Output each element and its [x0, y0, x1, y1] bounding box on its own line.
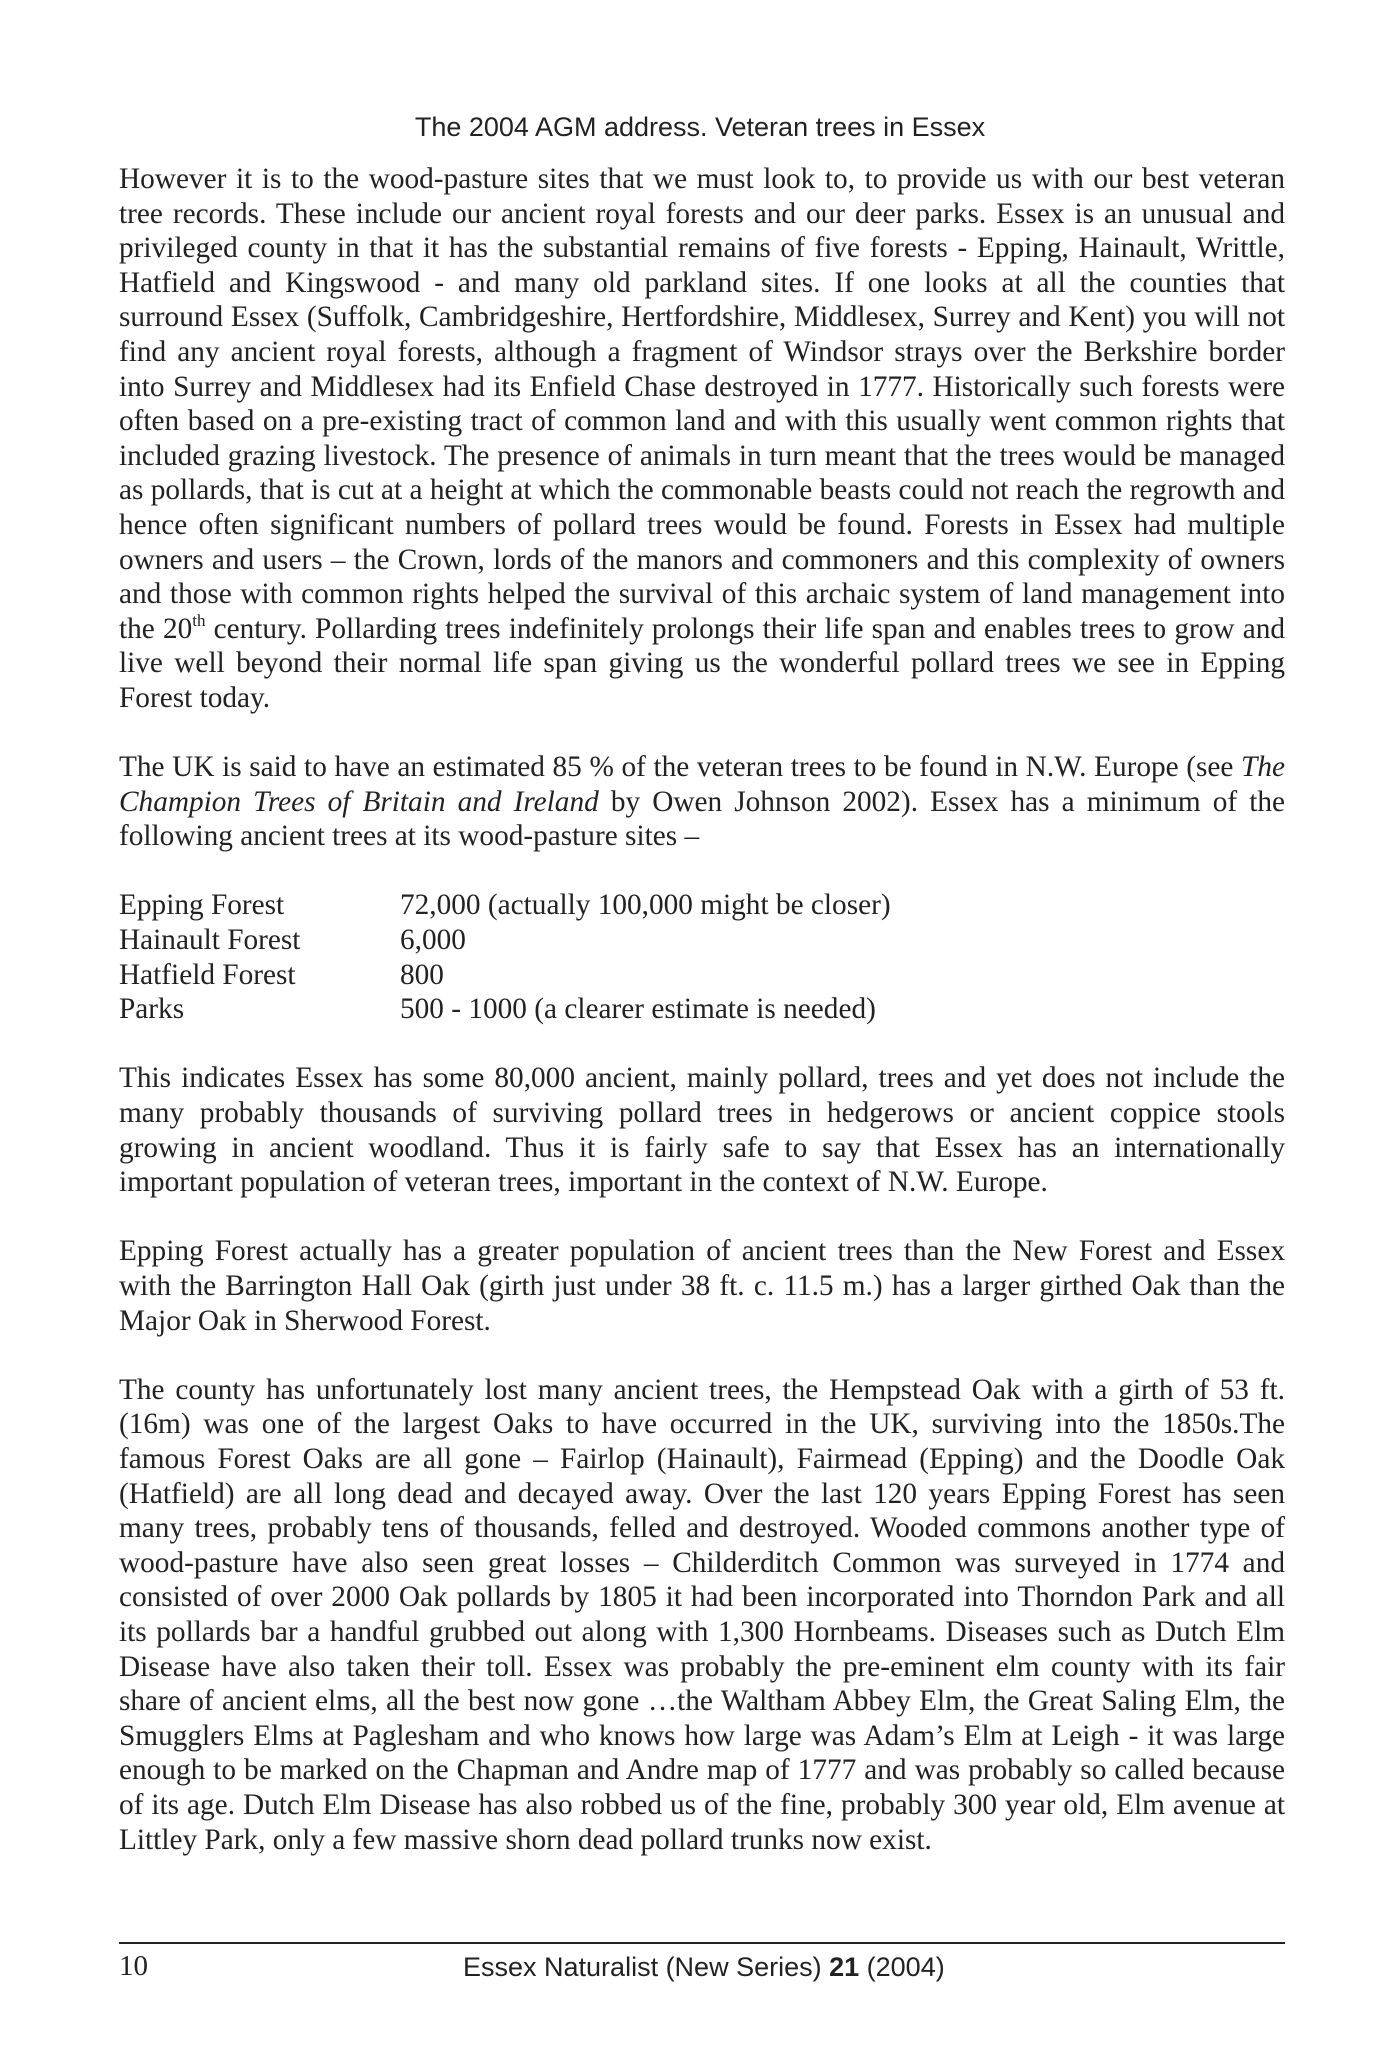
site-name: Hatfield Forest	[119, 958, 296, 991]
journal-citation: Essex Naturalist (New Series) 21 (2004)	[463, 1952, 945, 1982]
tree-count: 800	[400, 958, 444, 991]
table-row	[119, 923, 891, 958]
paragraph-uk-estimate: The UK is said to have an estimated 85 % of the veteran trees to be found in N.W. Europe (see The Champion Trees of Britain and Ireland by Owen Johnson 2002). Essex has a minimum of the following ancient trees at its wood-pasture sites –	[119, 751, 1285, 853]
paragraph-essex-population: This indicates Essex has some 80,000 ancient, mainly pollard, trees and yet does not include the many probably thousands of surviving pollard trees in hedgerows or ancient coppice stools growing in ancient woodland. Thus it is fairly safe to say that Essex has an internationally important population of veteran trees, important in the context of N.W. Europe.	[119, 1062, 1285, 1199]
paragraph-lost-trees: The county has unfortunately lost many ancient trees, the Hempstead Oak with a girth of 53 ft. (16m) was one of the largest Oaks to have occurred in the UK, surviving into the 1850s.The famous Forest Oaks are all gone – Fairlop (Hainault), Fairmead (Epping) and the Doodle Oak (Hatfield) are all long dead and decayed away. Over the last 120 years Epping Forest has seen many trees, probably tens of thousands, felled and destroyed. Wooded commons another type of wood-pasture have also seen great losses – Childerditch Common was surveyed in 1774 and consisted of over 2000 Oak pollards by 1805 it had been incorporated into Thorndon Park and all its pollards bar a handful grubbed out along with 1,300 Hornbeams. Diseases such as Dutch Elm Disease have also taken their toll. Essex was probably the pre-eminent elm county with its fair share of ancient elms, all the best now gone …the Waltham Abbey Elm, the Great Saling Elm, the Smugglers Elms at Paglesham and who knows how large was Adam’s Elm at Leigh - it was large enough to be marked on the Chapman and Andre map of 1777 and was probably so called because of its age. Dutch Elm Disease has also robbed us of the fine, probably 300 year old, Elm avenue at Littley Park, only a few massive shorn dead pollard trunks now exist.	[119, 1373, 1285, 1856]
footer-divider	[119, 1942, 1285, 1944]
table-row	[119, 958, 891, 993]
paragraph-wood-pasture: However it is to the wood-pasture sites that we must look to, to provide us with our best veteran tree records. These include our ancient royal forests and our deer parks. Essex is an unusual and privileged county in that it has the substantial remains of five forests - Epping, Hainault, Writtle, Hatfield and Kingswood - and many old parkland sites. If one looks at all the counties that surround Essex (Suffolk, Cambridgeshire, Hertfordshire, Middlesex, Surrey and Kent) you will not find any ancient royal forests, although a fragment of Windsor strays over the Berkshire border into Surrey and Middlesex had its Enfield Chase destroyed in 1777. Historically such forests were often based on a pre-existing tract of common land and with this usually went common rights that included grazing livestock. The presence of animals in turn meant that the trees would be managed as pollards, that is cut at a height at which the commonable beasts could not reach the regrowth and hence often significant numbers of pollard trees would be found. Forests in Essex had multiple owners and users – the Crown, lords of the manors and commoners and this complexity of owners and those with common rights helped the survival of this archaic system of land management into the 20th century. Pollarding trees indefinitely prolongs their life span and enables trees to grow and live well beyond their normal life span giving us the wonderful pollard trees we see in Epping Forest today.	[119, 163, 1285, 714]
table-row	[119, 888, 891, 923]
site-name: Epping Forest	[119, 889, 285, 922]
site-name: Parks	[119, 993, 185, 1026]
tree-count: 72,000 (actually 100,000 might be closer)	[400, 889, 891, 922]
ancient-trees-table	[119, 888, 891, 1026]
table-row	[119, 992, 891, 1027]
running-head: The 2004 AGM address. Veteran trees in Essex	[414, 112, 986, 142]
article-body	[119, 162, 1285, 1892]
tree-count: 6,000	[400, 924, 466, 957]
book-title: The Champion Trees of Britain and Ireland	[119, 751, 1285, 818]
ordinal-superscript: th	[192, 610, 206, 630]
paragraph-epping-comparison: Epping Forest actually has a greater population of ancient trees than the New Forest and Essex with the Barrington Hall Oak (girth just under 38 ft. c. 11.5 m.) has a larger girthed Oak than the Major Oak in Sherwood Forest.	[119, 1235, 1285, 1337]
page-number: 10	[119, 1950, 148, 1982]
volume-number: 21	[829, 1952, 860, 1982]
site-name: Hainault Forest	[119, 924, 301, 957]
tree-count: 500 - 1000 (a clearer estimate is needed)	[400, 993, 876, 1026]
